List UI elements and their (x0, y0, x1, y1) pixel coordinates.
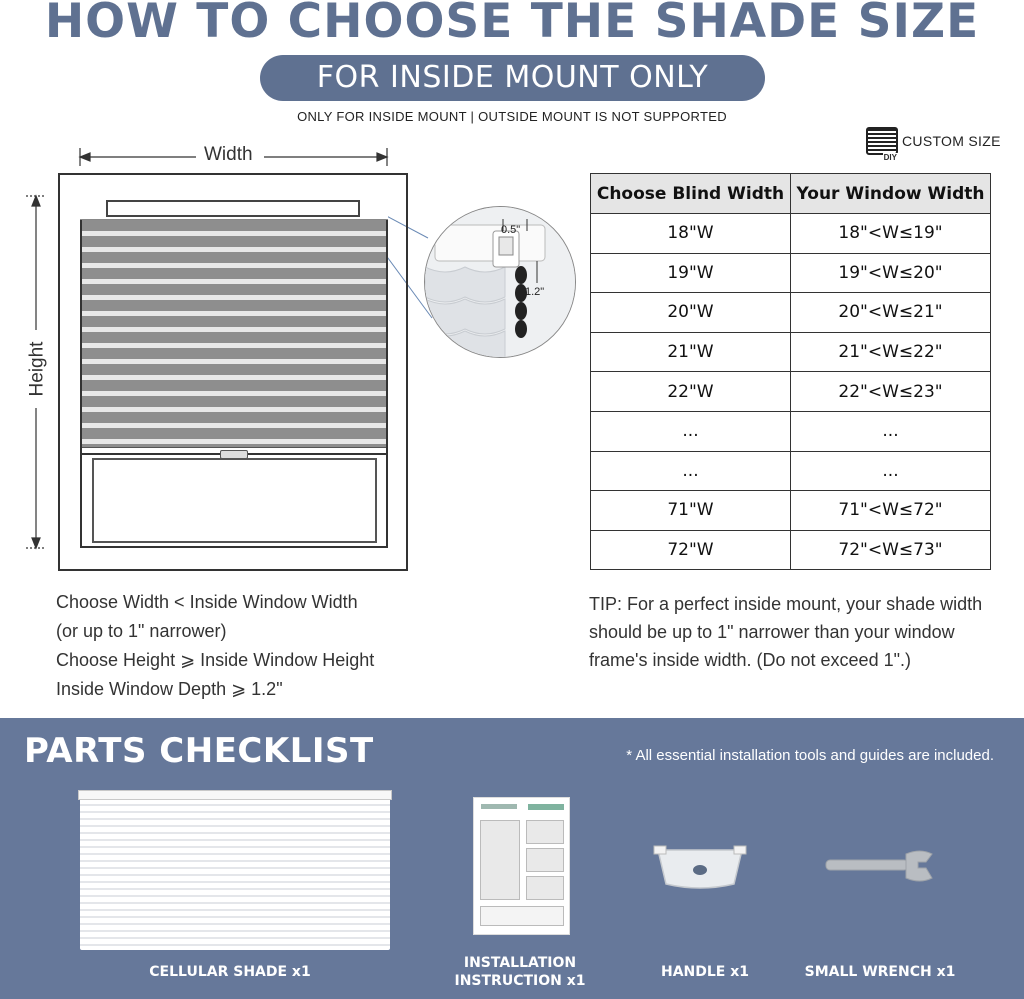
blind-width-cell: 19"W (591, 253, 791, 293)
zoom-top-dim: 0.5" (501, 224, 521, 236)
blind-width-cell: 21"W (591, 332, 791, 372)
window-width-cell: 19"<W≤20" (791, 253, 991, 293)
table-row (591, 491, 991, 531)
handle-label: HANDLE x1 (660, 964, 750, 980)
blind-width-cell: 18"W (591, 214, 791, 254)
lower-window-pane (92, 458, 377, 543)
rule-width: Choose Width < Inside Window Width (56, 592, 358, 612)
window-width-cell: 71"<W≤72" (791, 491, 991, 531)
table-row (591, 293, 991, 333)
blind-width-cell: 22"W (591, 372, 791, 412)
headrail-bar (106, 200, 360, 217)
shade-diy-icon: DIY (866, 127, 898, 155)
blind-width-cell: 72"W (591, 530, 791, 570)
header-blind-width: Choose Blind Width (591, 174, 791, 214)
window-diagram (0, 140, 600, 580)
window-width-cell: 72"<W≤73" (791, 530, 991, 570)
custom-size-label: CUSTOM SIZE (902, 133, 1001, 149)
window-width-cell: 18"<W≤19" (791, 214, 991, 254)
parts-note: * All essential installation tools and guides are included. (626, 747, 994, 764)
window-width-cell: 21"<W≤22" (791, 332, 991, 372)
table-row (591, 372, 991, 412)
blind-width-cell: 71"W (591, 491, 791, 531)
shade-headrail (78, 790, 392, 800)
mount-tip: TIP: For a perfect inside mount, your shade width should be up to 1" narrower than your window frame's inside width. (Do not exceed 1".) (589, 594, 983, 670)
shade-pleats (82, 220, 386, 448)
rule-height: Choose Height ⩾ Inside Window Height (56, 650, 375, 670)
blind-width-cell: 20"W (591, 293, 791, 333)
measurement-rules (56, 588, 374, 704)
inside-mount-badge: FOR INSIDE MOUNT ONLY (260, 55, 765, 101)
header-window-width: Your Window Width (791, 174, 991, 214)
height-label: Height (26, 338, 48, 401)
page-title: HOW TO CHOOSE THE SHADE SIZE (44, 0, 980, 49)
rule-depth: Inside Window Depth ⩾ 1.2" (56, 679, 283, 699)
size-table (590, 173, 991, 570)
table-row (591, 530, 991, 570)
blind-width-cell: ... (591, 451, 791, 491)
installation-instruction-label: INSTALLATION INSTRUCTION x1 (454, 955, 586, 989)
parts-title: PARTS CHECKLIST (24, 731, 374, 771)
blind-width-cell: ... (591, 411, 791, 451)
cellular-shade-icon (80, 792, 390, 950)
window-width-cell: ... (791, 451, 991, 491)
wrench-icon (822, 846, 938, 886)
table-row (591, 253, 991, 293)
table-row (591, 332, 991, 372)
rule-width-note: (or up to 1" narrower) (56, 621, 227, 641)
parts-checklist (0, 718, 1024, 999)
small-wrench-label: SMALL WRENCH x1 (804, 964, 956, 980)
custom-size-badge (866, 127, 1001, 162)
bracket-detail-icon (425, 207, 576, 358)
window-width-cell: 20"<W≤21" (791, 293, 991, 333)
window-width-cell: ... (791, 411, 991, 451)
table-row (591, 451, 991, 491)
window-width-cell: 22"<W≤23" (791, 372, 991, 412)
table-row (591, 411, 991, 451)
mount-note: ONLY FOR INSIDE MOUNT | OUTSIDE MOUNT IS NOT SUPPORTED (297, 109, 727, 124)
handle-icon (652, 844, 748, 890)
width-label: Width (200, 144, 257, 166)
table-row (591, 214, 991, 254)
bracket-detail-zoom (424, 206, 576, 358)
zoom-side-dim: 1.2" (525, 286, 545, 298)
cellular-shade-label: CELLULAR SHADE x1 (149, 964, 311, 980)
manual-icon (473, 797, 570, 935)
table-header-row (591, 174, 991, 214)
